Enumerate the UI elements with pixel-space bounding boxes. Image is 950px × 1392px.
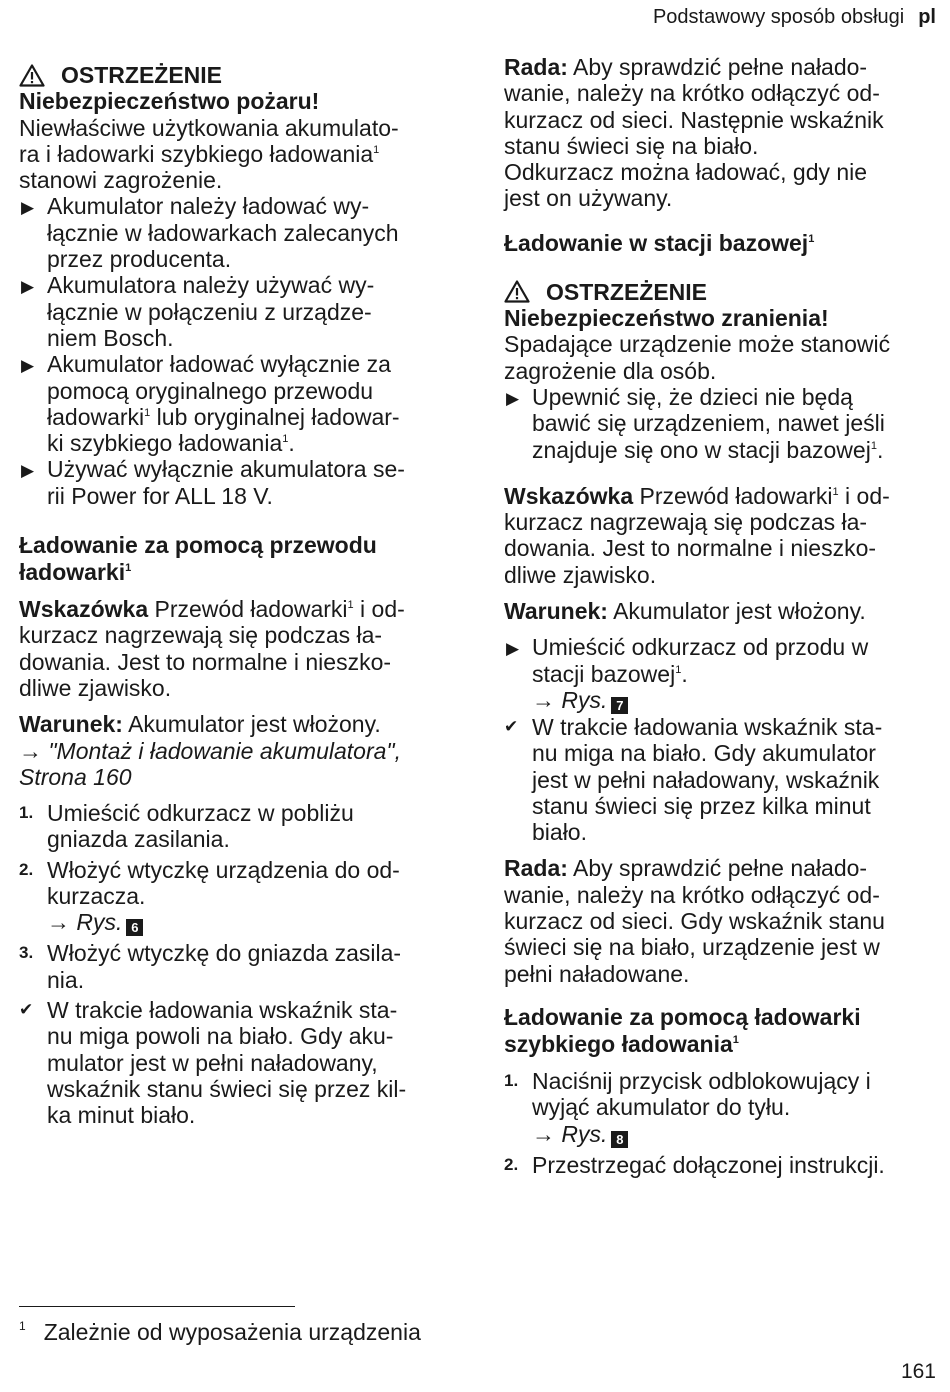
tip-text: stanu świeci się na biało. xyxy=(504,132,759,159)
list-item xyxy=(504,384,944,463)
right-column xyxy=(504,54,944,1178)
warning-subtitle: Niebezpieczeństwo zranienia! xyxy=(504,305,829,332)
triangle-bullet-icon: ▶ xyxy=(506,388,520,408)
footnote-ref: 1 xyxy=(125,562,132,575)
list-item-line: niem Bosch. xyxy=(47,324,174,351)
step-number: 1. xyxy=(504,1070,519,1090)
step-item xyxy=(504,1068,944,1148)
warning-text-line: ra i ładowarki szybkiego ładowania xyxy=(19,140,374,167)
footnote-ref: 1 xyxy=(347,599,354,612)
tip-label: Wskazówka xyxy=(19,596,149,623)
list-item-line: Używać wyłącznie akumulatora se- xyxy=(47,456,405,483)
footnote-ref: 1 xyxy=(675,663,682,676)
figure-number-badge: 6 xyxy=(126,919,143,936)
tip-text: wanie, należy na krótko odłączyć od- xyxy=(504,881,880,908)
figure-reference: → Rys. xyxy=(47,909,123,936)
warning-title: OSTRZEŻENIE xyxy=(546,278,708,305)
footnote-divider xyxy=(19,1306,295,1307)
tip-text: dowania. Jest to normalne i nieszko- xyxy=(504,535,877,562)
header-language: pl xyxy=(918,6,936,28)
list-item-line: pomocą oryginalnego przewodu xyxy=(47,377,374,404)
list-item-line: Upewnić się, że dzieci nie będą xyxy=(532,383,853,410)
list-item-line: rii Power for ALL 18 V. xyxy=(47,482,273,509)
section-heading xyxy=(504,230,944,257)
steps-list xyxy=(504,1068,944,1178)
footnote-mark: 1 xyxy=(19,1319,26,1333)
step-line: Naciśnij przycisk odblokowujący i xyxy=(532,1067,871,1094)
result-line: nu miga na biało. Gdy akumulator xyxy=(532,740,876,767)
tip-paragraph xyxy=(504,54,944,212)
warning-title: OSTRZEŻENIE xyxy=(61,62,223,88)
tip-text: kurzacz nagrzewają się podczas ła- xyxy=(19,622,383,649)
step-number: 3. xyxy=(19,943,34,963)
list-item-line: Akumulator ładować wyłącznie za xyxy=(47,351,391,378)
list-item xyxy=(504,634,944,714)
step-line: Włożyć wtyczkę do gniazda zasila- xyxy=(47,940,402,967)
section-heading xyxy=(19,532,464,586)
tip-text: kurzacz od sieci. Następnie wskaźnik xyxy=(504,106,884,133)
result-line: wskaźnik stanu świeci się przez kil- xyxy=(47,1075,407,1102)
steps-list xyxy=(504,634,944,845)
result-item xyxy=(504,714,944,845)
condition-paragraph xyxy=(504,598,944,624)
figure-number-badge: 8 xyxy=(611,1131,628,1148)
tip-text: pełni naładowane. xyxy=(504,960,690,987)
footnote xyxy=(19,1319,421,1346)
tip-text: i od- xyxy=(838,482,890,509)
footnote-ref: 1 xyxy=(144,406,151,419)
step-line: nia. xyxy=(47,966,85,993)
list-item-line: ładowarki xyxy=(47,403,145,430)
footnote-text: Zależnie od wyposażenia urządzenia xyxy=(43,1319,421,1345)
figure-number-badge: 7 xyxy=(611,697,628,714)
tip-text: Przewód ładowarki xyxy=(633,482,833,509)
list-item-line: . xyxy=(288,430,295,457)
tip-text: jest on używany. xyxy=(504,185,673,212)
step-line: Umieścić odkurzacz w pobliżu xyxy=(47,800,354,827)
tip-text: wanie, należy na krótko odłączyć od- xyxy=(504,80,880,107)
result-line: stanu świeci się przez kilka minut xyxy=(532,792,871,819)
result-line: nu miga powoli na biało. Gdy aku- xyxy=(47,1023,394,1050)
triangle-bullet-icon: ▶ xyxy=(21,356,35,376)
condition-label: Warunek: xyxy=(19,711,123,738)
result-line: biało. xyxy=(532,819,587,846)
result-item xyxy=(19,997,464,1128)
step-line: kurzacza. xyxy=(47,883,146,910)
list-item-line: ki szybkiego ładowania xyxy=(47,430,283,457)
steps-list xyxy=(19,800,464,1128)
warning-list xyxy=(19,193,464,509)
footnote-ref: 1 xyxy=(732,1033,739,1046)
warning-text xyxy=(504,331,944,384)
figure-reference: → Rys. xyxy=(532,686,608,713)
cross-reference: Strona 160 xyxy=(19,763,132,790)
list-item-line: znajduje się ono w stacji bazowej xyxy=(532,436,871,463)
warning-text-line: Niewłaściwe użytkowania akumulato- xyxy=(19,114,399,141)
condition-label: Warunek: xyxy=(504,598,608,625)
step-line: wyjąć akumulator do tyłu. xyxy=(532,1094,791,1121)
warning-text-line: stanowi zagrożenie. xyxy=(19,167,223,194)
result-line: W trakcie ładowania wskaźnik sta- xyxy=(47,996,398,1023)
step-number: 2. xyxy=(19,859,34,879)
footnote-ref: 1 xyxy=(832,485,839,498)
condition-text: Akumulator jest włożony. xyxy=(607,598,866,625)
tip-label: Rada: xyxy=(504,54,568,80)
tip-text: świeci się na biało, urządzenie jest w xyxy=(504,934,880,961)
footnote-ref: 1 xyxy=(282,433,289,446)
step-item xyxy=(19,857,464,937)
tip-text: Aby sprawdzić pełne nałado- xyxy=(567,855,868,882)
list-item xyxy=(19,272,464,351)
tip-text: dliwe zjawisko. xyxy=(19,674,172,701)
warning-list xyxy=(504,384,944,463)
tip-text: Przewód ładowarki xyxy=(148,596,348,623)
triangle-bullet-icon: ▶ xyxy=(506,639,520,659)
list-item-line: . xyxy=(876,436,884,463)
list-item xyxy=(19,193,464,272)
step-item xyxy=(19,800,464,853)
tip-text: i od- xyxy=(353,596,405,623)
page-number: 161 xyxy=(900,1360,936,1383)
step-item xyxy=(504,1152,944,1178)
list-item-line: lub oryginalnej ładowar- xyxy=(150,403,400,430)
result-line: jest w pełni naładowany, wskaźnik xyxy=(532,766,880,793)
condition-paragraph xyxy=(19,711,464,790)
step-line: . xyxy=(681,660,688,687)
result-line: mulator jest w pełni naładowany, xyxy=(47,1049,378,1076)
tip-text: kurzacz nagrzewają się podczas ła- xyxy=(504,509,868,536)
step-line: stacji bazowej xyxy=(532,660,676,687)
left-column xyxy=(19,62,464,1128)
section-heading-line: ładowarki xyxy=(19,559,126,586)
list-item-line: Akumulatora należy używać wy- xyxy=(47,272,375,299)
tip-paragraph xyxy=(504,483,944,588)
condition-text: Akumulator jest włożony. xyxy=(122,711,381,738)
cross-reference: → "Montaż i ładowanie akumulatora", xyxy=(19,737,401,764)
checkmark-icon: ✔ xyxy=(19,999,34,1019)
header-section-title: Podstawowy sposób obsługi xyxy=(652,6,905,28)
list-item-line: przez producenta. xyxy=(47,246,232,273)
triangle-bullet-icon: ▶ xyxy=(21,277,35,297)
warning-triangle-icon xyxy=(504,280,530,303)
warning-triangle-icon xyxy=(19,64,45,87)
warning-text-line: Spadające urządzenie może stanowić xyxy=(504,331,891,358)
footnote-ref: 1 xyxy=(870,439,877,452)
list-item-line: Akumulator należy ładować wy- xyxy=(47,193,370,220)
list-item-line: łącznie w połączeniu z urządze- xyxy=(47,298,372,325)
tip-text: Odkurzacz można ładować, gdy nie xyxy=(504,159,868,186)
result-line: W trakcie ładowania wskaźnik sta- xyxy=(532,713,883,740)
checkmark-icon: ✔ xyxy=(504,716,519,736)
result-line: ka minut biało. xyxy=(47,1102,196,1129)
tip-paragraph xyxy=(19,596,464,701)
triangle-bullet-icon: ▶ xyxy=(21,198,35,218)
warning-text xyxy=(19,115,464,194)
footnote-ref: 1 xyxy=(373,143,380,156)
section-heading-line: Ładowanie w stacji bazowej xyxy=(504,229,809,256)
warning-text-line: zagrożenie dla osób. xyxy=(504,357,717,384)
step-number: 1. xyxy=(19,803,34,823)
triangle-bullet-icon: ▶ xyxy=(21,461,35,481)
step-line: Przestrzegać dołączonej instrukcji. xyxy=(532,1151,885,1178)
list-item xyxy=(19,456,464,509)
section-heading-line: Ładowanie za pomocą ładowarki xyxy=(504,1003,861,1030)
list-item-line: bawić się urządzeniem, nawet jeśli xyxy=(532,410,885,437)
running-header xyxy=(653,6,936,29)
step-line: Umieścić odkurzacz od przodu w xyxy=(532,634,869,661)
tip-text: Aby sprawdzić pełne nałado- xyxy=(567,54,868,80)
warning-heading xyxy=(504,279,944,305)
footnote-ref: 1 xyxy=(808,232,815,245)
section-heading xyxy=(504,1004,944,1058)
step-line: Włożyć wtyczkę urządzenia do od- xyxy=(47,856,400,883)
section-heading-line: szybkiego ładowania xyxy=(504,1030,733,1057)
list-item xyxy=(19,351,464,456)
warning-heading xyxy=(19,62,464,88)
warning-subtitle: Niebezpieczeństwo pożaru! xyxy=(19,88,320,115)
section-heading-line: Ładowanie za pomocą przewodu xyxy=(19,532,377,559)
tip-text: dowania. Jest to normalne i nieszko- xyxy=(19,648,392,675)
step-line: gniazda zasilania. xyxy=(47,826,230,853)
list-item-line: łącznie w ładowarkach zalecanych xyxy=(47,219,399,246)
tip-paragraph xyxy=(504,855,944,986)
tip-text: kurzacz od sieci. Gdy wskaźnik stanu xyxy=(504,908,885,935)
tip-text: dliwe zjawisko. xyxy=(504,561,657,588)
figure-reference: → Rys. xyxy=(532,1120,608,1147)
tip-label: Wskazówka xyxy=(504,482,634,509)
step-number: 2. xyxy=(504,1154,519,1174)
tip-label: Rada: xyxy=(504,855,568,882)
step-item xyxy=(19,940,464,993)
